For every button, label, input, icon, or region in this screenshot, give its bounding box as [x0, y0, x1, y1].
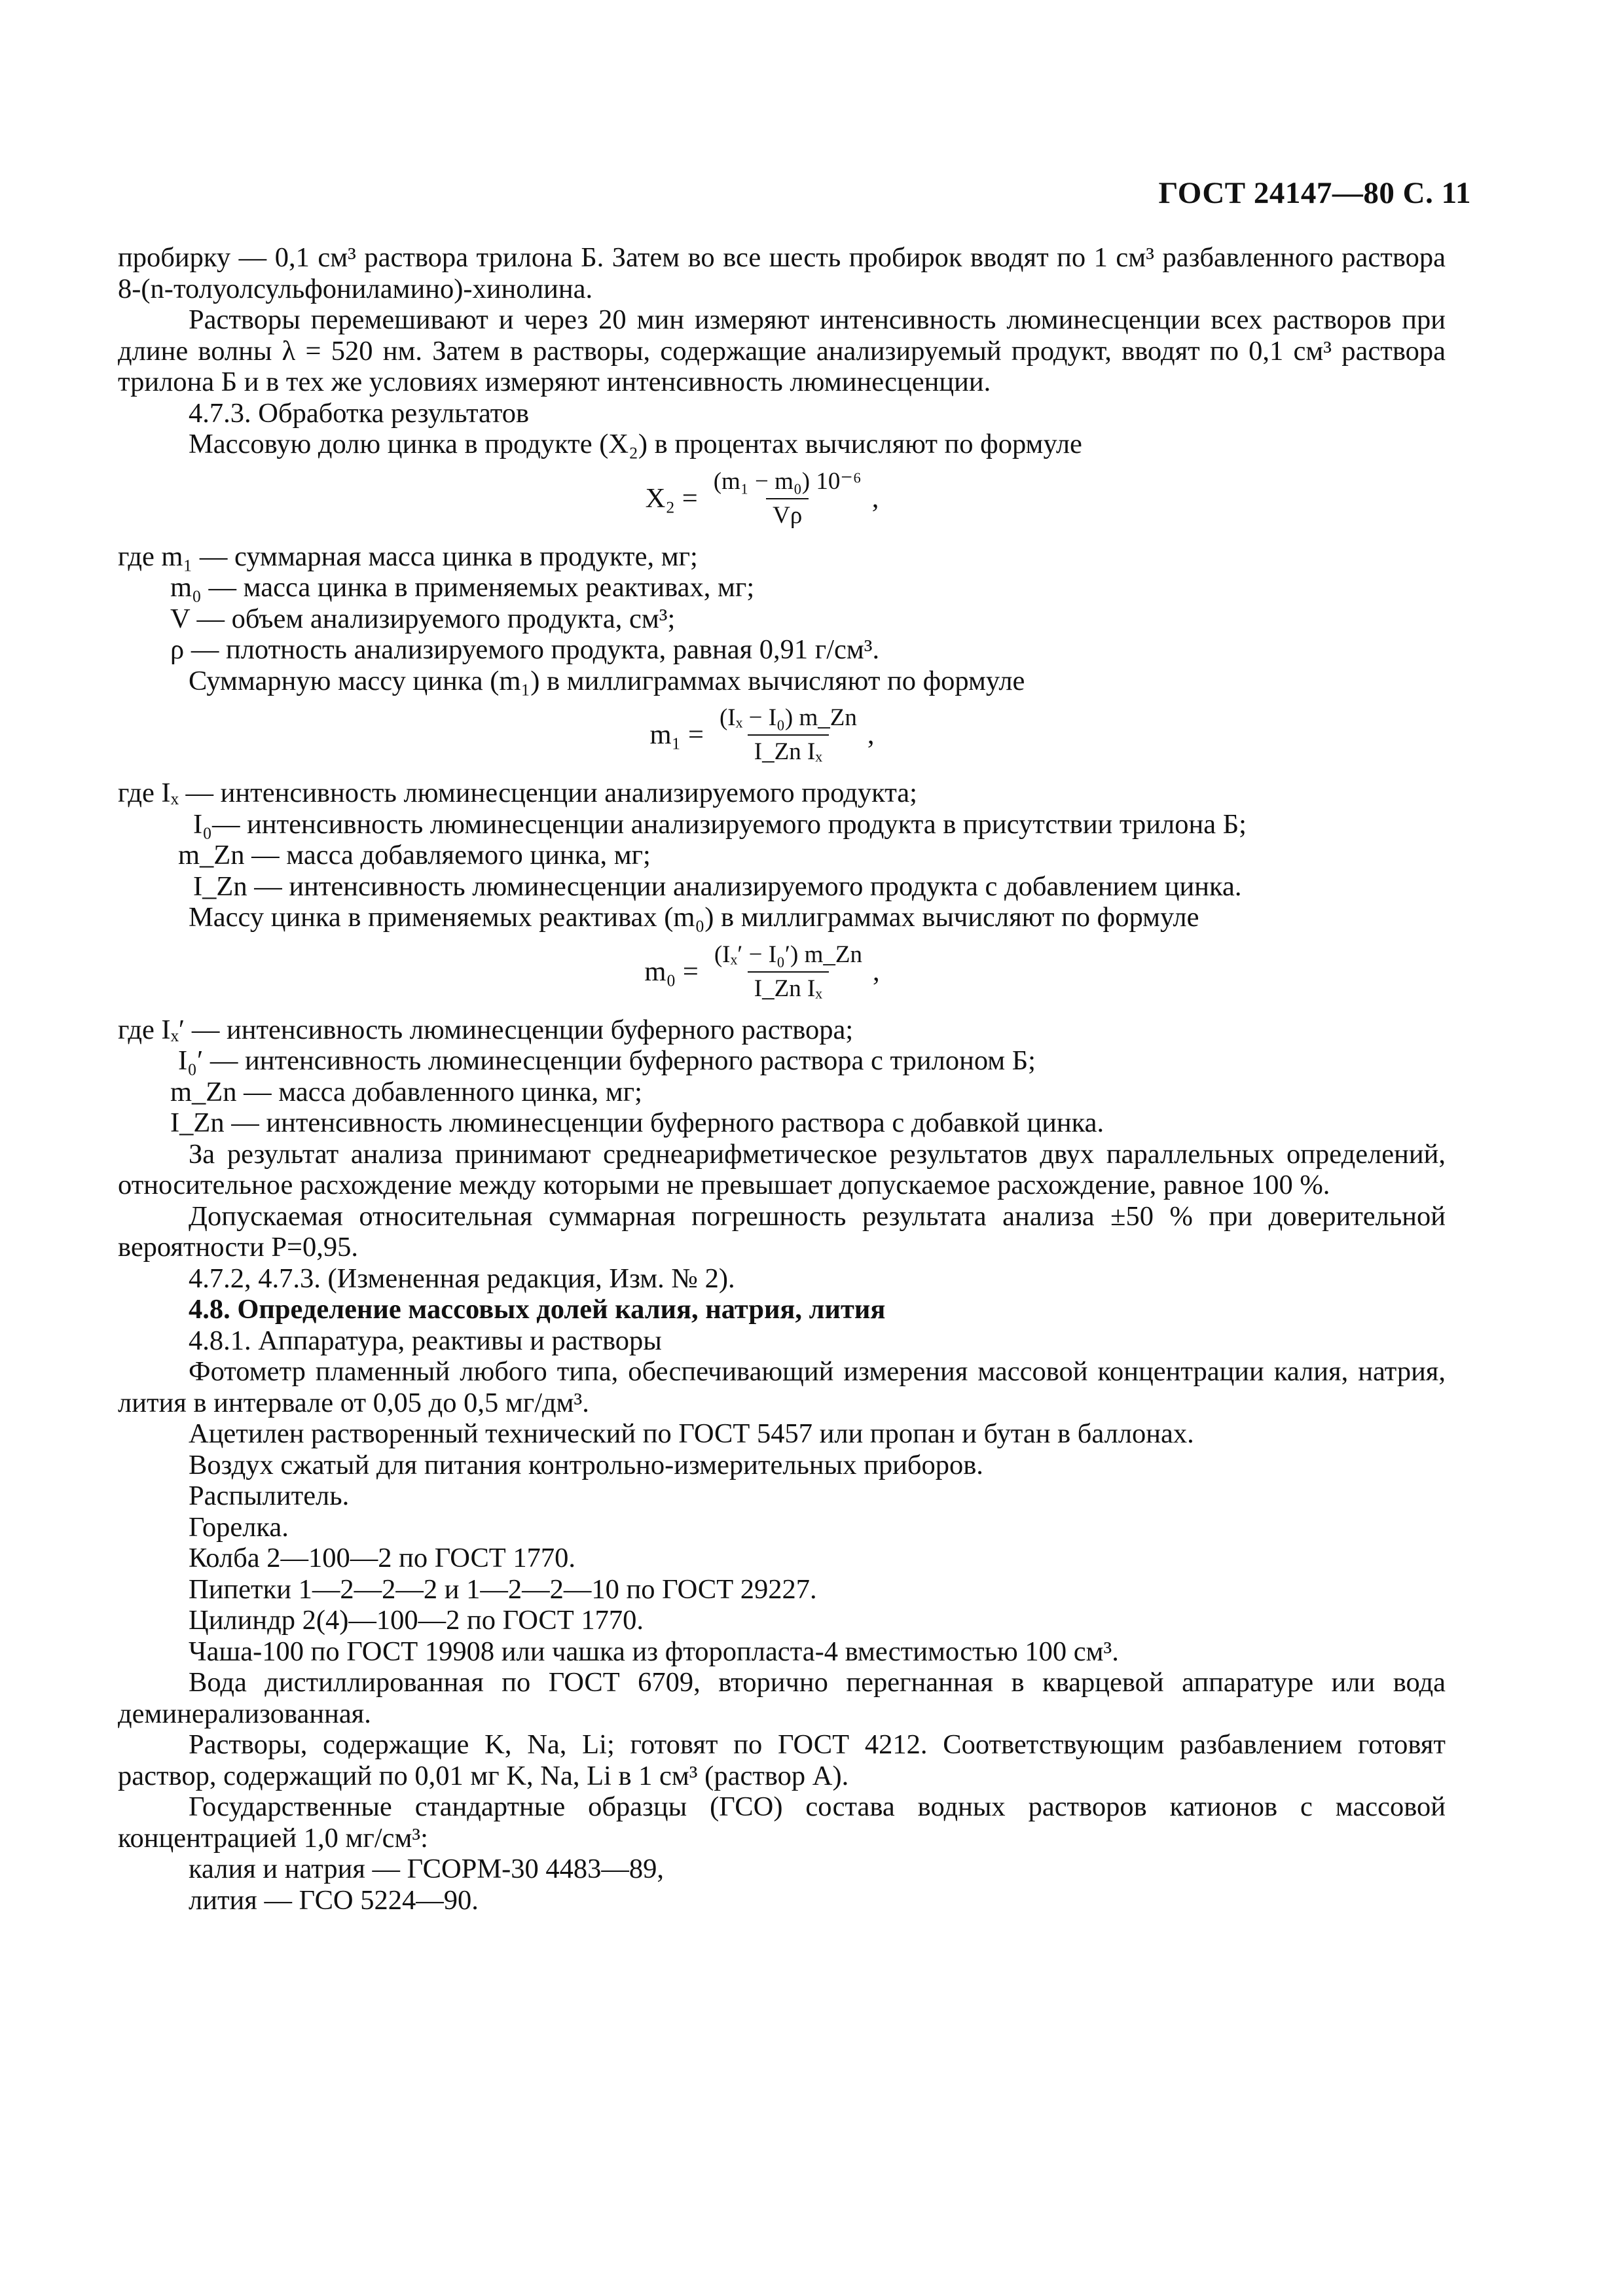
definition-line: V — объем анализируемого продукта, см³; — [170, 603, 676, 634]
definition-line: I_Zn — интенсивность люминесценции буферного раствора с добавкой цинка. — [170, 1107, 1104, 1138]
paragraph: Вода дистиллированная по ГОСТ 6709, вторично перегнанная в кварцевой аппаратуре или вода деминерализованная. — [118, 1667, 1446, 1729]
subsection-heading: 4.8.1. Аппаратура, реактивы и растворы — [189, 1325, 662, 1356]
fraction-numerator: (Iₓ − I₀) m_Zn — [719, 704, 857, 731]
list-item: лития — ГСО 5224—90. — [189, 1884, 479, 1916]
formula-m0 — [79, 941, 1446, 1003]
formula-lhs: X₂ = — [645, 482, 698, 514]
definition-line: где Iₓ′ — интенсивность люминесценции буферного раствора; — [118, 1014, 854, 1045]
fraction-denominator: I_Zn Iₓ — [748, 971, 829, 1003]
list-item: Воздух сжатый для питания контрольно-измерительных приборов. — [189, 1449, 983, 1480]
list-item: Горелка. — [189, 1511, 289, 1543]
list-item: Чаша-100 по ГОСТ 19908 или чашка из фторопласта-4 вместимостью 100 см³. — [189, 1636, 1119, 1667]
list-item: Ацетилен растворенный технический по ГОСТ 5457 или пропан и бутан в баллонах. — [189, 1418, 1194, 1449]
paragraph: Фотометр пламенный любого типа, обеспечивающий измерения массовой концентрации калия, натрия, лития в интервале от 0,05 до 0,5 мг/дм³. — [118, 1356, 1446, 1418]
definition-line: где m₁ — суммарная масса цинка в продукте, мг; — [118, 541, 698, 572]
definition-line: где Iₓ — интенсивность люминесценции анализируемого продукта; — [118, 778, 917, 808]
formula-tail: , — [871, 482, 879, 514]
page-header: ГОСТ 24147—80 С. 11 — [1158, 176, 1471, 210]
paragraph: Массу цинка в применяемых реактивах (m₀) в миллиграммах вычисляют по формуле — [189, 902, 1199, 933]
amendment-note: 4.7.2, 4.7.3. (Измененная редакция, Изм. № 2). — [189, 1263, 735, 1294]
list-item: Колба 2—100—2 по ГОСТ 1770. — [189, 1543, 576, 1573]
paragraph: Растворы перемешивают и через 20 мин измеряют интенсивность люминесценции всех растворов при длине волны λ = 520 нм. Затем в растворы, содержащие анализируемый продукт, вводят по 0,1 см³ раствора трилона Б и в тех же условиях измеряют интенсивность люминесценции. — [118, 304, 1446, 397]
document-body — [118, 242, 1446, 1916]
formula-lhs: m₁ = — [649, 719, 704, 751]
paragraph: Массовую долю цинка в продукте (X₂) в процентах вычисляют по формуле — [189, 429, 1082, 459]
list-item: Пипетки 1—2—2—2 и 1—2—2—10 по ГОСТ 29227. — [189, 1573, 817, 1605]
paragraph: Допускаемая относительная суммарная погрешность результата анализа ±50 % при доверительной вероятности P=0,95. — [118, 1200, 1446, 1263]
formula-lhs: m₀ = — [644, 956, 699, 987]
fraction — [708, 941, 869, 1003]
paragraph: Государственные стандартные образцы (ГСО) состава водных растворов катионов с массовой концентрацией 1,0 мг/см³: — [118, 1791, 1446, 1854]
fraction — [707, 468, 868, 529]
fraction — [713, 704, 864, 766]
paragraph: За результат анализа принимают среднеарифметическое результатов двух параллельных определений, относительное расхождение между которыми не превышает допускаемое расхождение, равное 100 %. — [118, 1138, 1446, 1200]
definition-line: I₀′ — интенсивность люминесценции буферного раствора с трилоном Б; — [178, 1045, 1036, 1076]
fraction-numerator: (Iₓ′ − I₀′) m_Zn — [714, 941, 862, 968]
formula-tail: , — [872, 956, 880, 987]
formula-tail: , — [867, 719, 875, 751]
definition-line: I₀— интенсивность люминесценции анализируемого продукта в присутствии трилона Б; — [193, 808, 1247, 840]
list-item: Цилиндр 2(4)—100—2 по ГОСТ 1770. — [189, 1605, 644, 1636]
subsection-heading: 4.7.3. Обработка результатов — [189, 397, 530, 429]
formula-x2 — [79, 468, 1446, 529]
definition-line: ρ — плотность анализируемого продукта, равная 0,91 г/см³. — [170, 634, 880, 665]
definition-line: m_Zn — масса добавляемого цинка, мг; — [178, 840, 651, 870]
paragraph: Суммарную массу цинка (m₁) в миллиграммах вычисляют по формуле — [189, 665, 1025, 696]
definition-line: m_Zn — масса добавленного цинка, мг; — [170, 1076, 642, 1107]
fraction-numerator: (m₁ − m₀) 10⁻⁶ — [713, 467, 862, 495]
fraction-denominator: Vρ — [766, 498, 809, 529]
definition-line: I_Zn — интенсивность люминесценции анализируемого продукта с добавлением цинка. — [193, 870, 1242, 902]
definition-line: m₀ — масса цинка в применяемых реактивах, мг; — [170, 572, 755, 603]
paragraph: Растворы, содержащие K, Na, Li; готовят по ГОСТ 4212. Соответствующим разбавлением готовят раствор, содержащий по 0,01 мг K, Na, Li в 1 см³ (раствор А). — [118, 1729, 1446, 1791]
list-item: Распылитель. — [189, 1480, 350, 1511]
list-item: калия и натрия — ГСОРМ-30 4483—89, — [189, 1854, 665, 1884]
paragraph: пробирку — 0,1 см³ раствора трилона Б. Затем во все шесть пробирок вводят по 1 см³ разбавленного раствора 8-(n-толуолсульфониламино)-хинолина. — [118, 242, 1446, 304]
fraction-denominator: I_Zn Iₓ — [748, 734, 829, 766]
section-heading: 4.8. Определение массовых долей калия, натрия, лития — [189, 1294, 886, 1325]
formula-m1 — [79, 704, 1446, 766]
